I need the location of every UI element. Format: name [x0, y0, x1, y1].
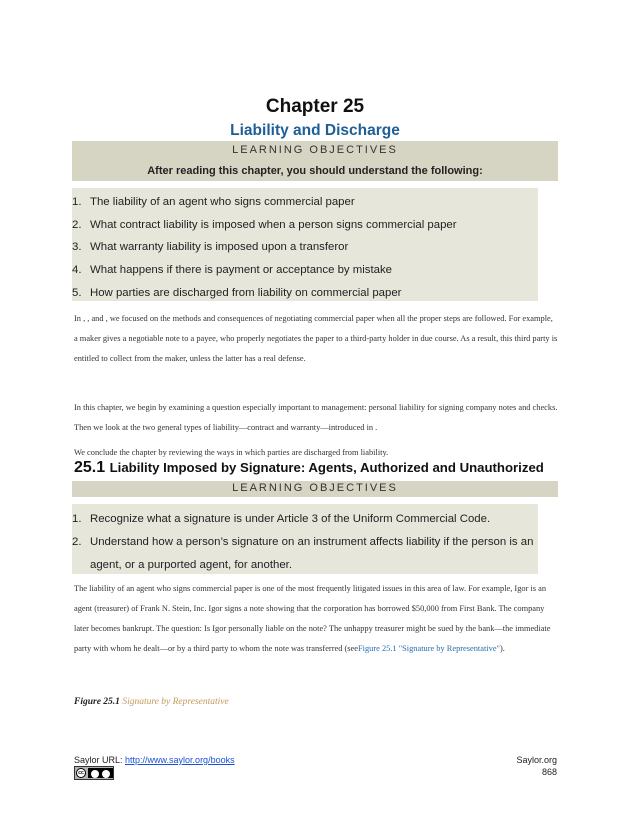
- list-item-number: 1.: [72, 513, 82, 525]
- list-item-number: 4.: [72, 264, 82, 276]
- list-item-text: How parties are discharged from liability on commercial paper: [90, 287, 402, 299]
- list-item-text: What happens if there is payment or acceptance by mistake: [90, 264, 393, 276]
- figure-number: Figure 25.1: [74, 697, 120, 707]
- learning-objectives-list: [72, 504, 538, 574]
- paragraph-text: The liability of an agent who signs commercial paper is one of the most frequently litigated issues in this area of law. For example, Igor is an agent (treasurer) of Frank N. Stein, Inc. Igor signs a note showing that the corporation has borrowed $50,000 from First Bank. The company later becomes bankrupt. The question: Is Igor personally liable on the note? The unhappy treasurer might be sued by the bank—the immediate party with whom he dealt—or by a third party to whom the note was transferred (see: [74, 584, 551, 653]
- paragraph-conclusion: We conclude the chapter by reviewing the ways in which parties are discharged from liability.: [74, 448, 389, 457]
- cc-icon: cc: [76, 768, 86, 778]
- list-item-text: The liability of an agent who signs commercial paper: [90, 196, 355, 208]
- list-item-text: What warranty liability is imposed upon a transferor: [90, 241, 349, 253]
- paragraph-tail: ).: [499, 644, 505, 653]
- learning-objectives-label: LEARNING OBJECTIVES: [232, 144, 398, 156]
- cc-license-strip: [88, 768, 113, 778]
- attribution-icon: [91, 770, 99, 778]
- learning-objectives-label: LEARNING OBJECTIVES: [232, 482, 398, 494]
- chapter-number: Chapter 25: [265, 96, 365, 117]
- list-item-number: 2.: [72, 536, 82, 548]
- footer-site: Saylor.org: [516, 755, 557, 765]
- paragraph-intro: In , , and , we focused on the methods and consequences of negotiating commercial paper when all the proper steps are followed. For example, a maker gives a negotiable note to a payee, who properly negotiates the paper to a third-party holder in due course. As a result, this third party is entitled to collect from the maker, unless the latter has a real defense.: [74, 314, 558, 363]
- figure-link[interactable]: Figure 25.1 "Signature by Representative": [357, 644, 500, 653]
- learning-objectives-header: [72, 481, 558, 497]
- footer-url-label: Saylor URL:: [74, 755, 126, 765]
- noncommercial-icon: [102, 770, 110, 778]
- chapter-title: Liability and Discharge: [230, 122, 400, 139]
- figure-title: Signature by Representative: [122, 697, 229, 707]
- footer-source: [74, 755, 235, 765]
- section-heading: [74, 459, 544, 477]
- learning-objectives-header: [72, 141, 558, 181]
- list-item-text: Recognize what a signature is under Article 3 of the Uniform Commercial Code.: [90, 513, 491, 525]
- section-number: 25.1: [74, 459, 106, 476]
- learning-objectives-intro: After reading this chapter, you should understand the following:: [147, 165, 483, 177]
- list-item-number: 3.: [72, 241, 82, 253]
- learning-objectives-list: [72, 188, 538, 301]
- list-item-number: 2.: [72, 219, 82, 231]
- page-number: 868: [541, 767, 557, 777]
- list-item-number: 5.: [72, 287, 82, 299]
- list-item-text: What contract liability is imposed when a person signs commercial paper: [90, 219, 457, 231]
- list-item-text: agent, or a purported agent, for another.: [90, 559, 293, 571]
- section-title: Liability Imposed by Signature: Agents, Authorized and Unauthorized: [109, 460, 544, 475]
- paragraph-overview: In this chapter, we begin by examining a question especially important to management: personal liability for signing company notes and checks. Then we look at the two general types of liability—contract and warranty—introduced in .: [74, 403, 558, 432]
- footer-url-link[interactable]: http://www.saylor.org/books: [125, 755, 235, 765]
- paragraph-agent-liability: [74, 579, 558, 659]
- list-item-text: Understand how a person’s signature on an instrument affects liability if the person is an: [90, 536, 534, 548]
- creative-commons-badge[interactable]: [74, 766, 114, 780]
- list-item-number: 1.: [72, 196, 82, 208]
- figure-caption: [74, 697, 229, 707]
